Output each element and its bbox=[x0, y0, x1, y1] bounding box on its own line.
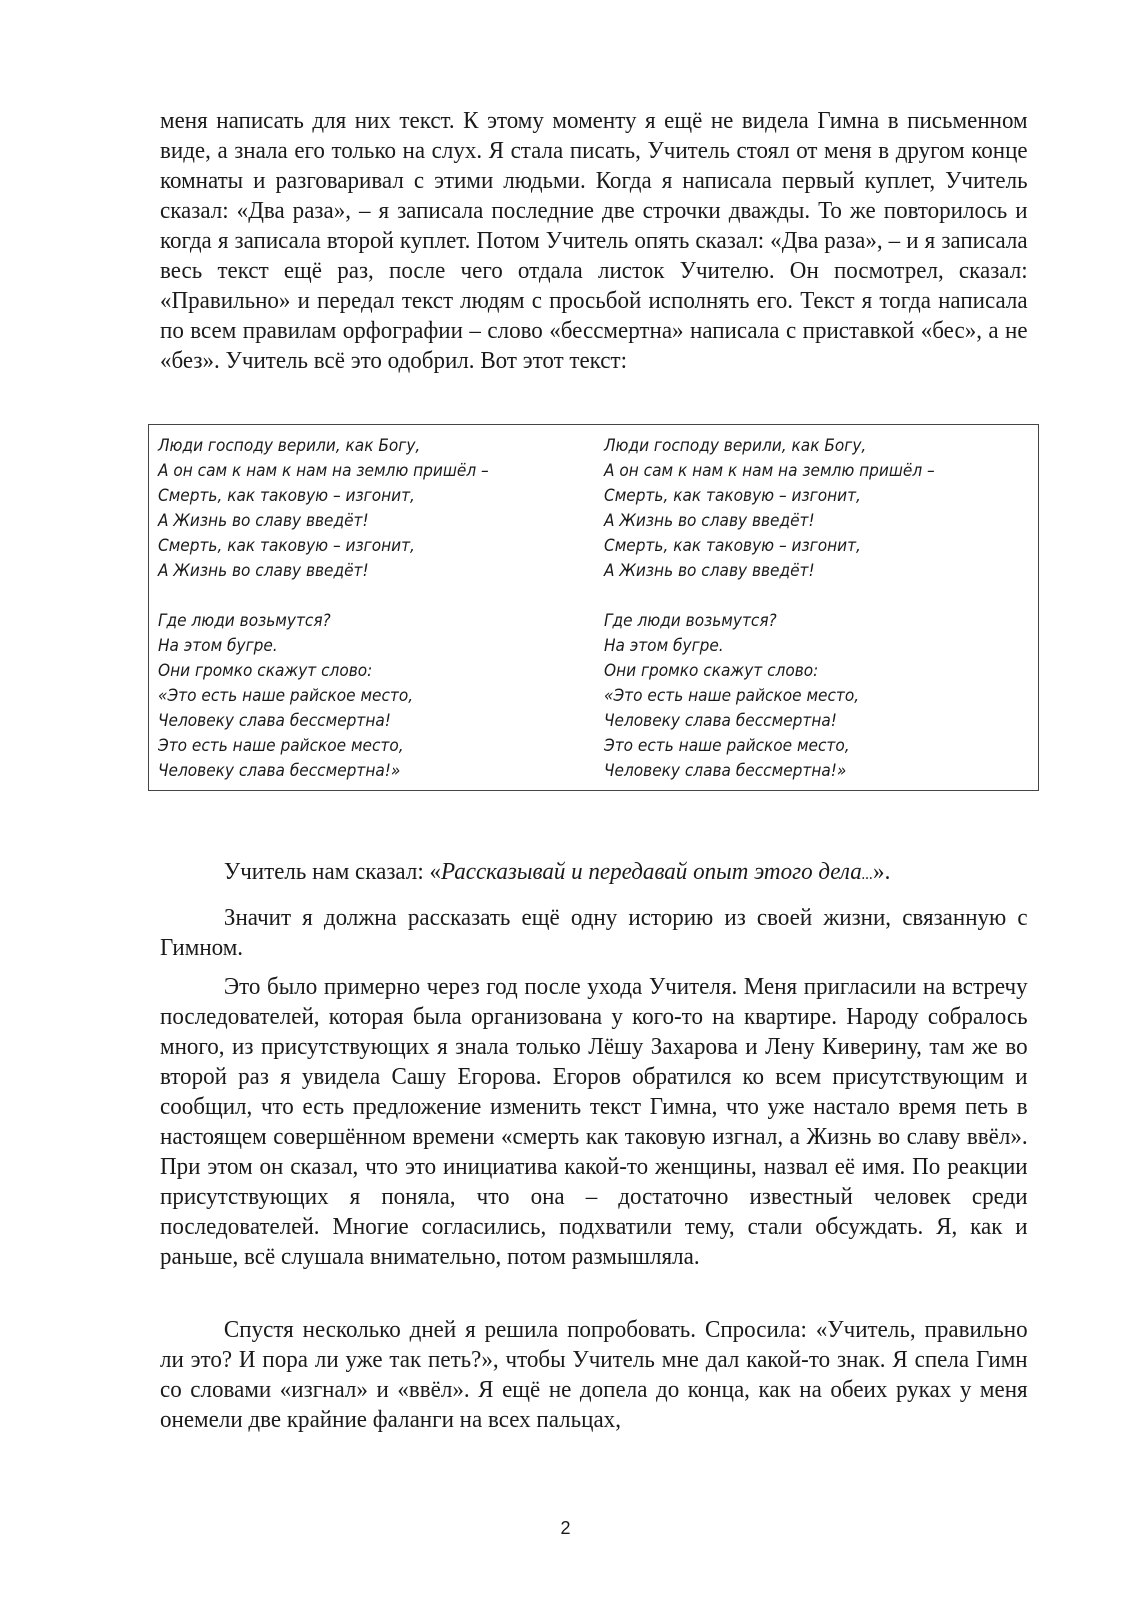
quote-paragraph bbox=[160, 857, 1028, 890]
paragraph-text: Это было примерно через год после ухода Учителя. Меня пригласили на встречу последователей, которая была организована у кого-то на квартире. Народу собралось много, из присутствующих я знала только Лёшу Захарова и Лену Киверину, там же во второй раз я увидела Сашу Егорова. Егоров обратился ко всем присутствующим и сообщил, что есть предложение изменить текст Гимна, что уже настало время петь в настоящем совершённом времени «смерть как таковую изгнал, а Жизнь во славу ввёл». При этом он сказал, что это инициатива какой-то женщины, назвал её имя. По реакции присутствующих я поняла, что она – достаточно известный человек среди последователей. Многие согласились, подхватили тему, стали обсуждать. Я, как и раньше, всё слушала внимательно, потом размышляла. bbox=[160, 973, 1028, 1270]
hymn-text-box bbox=[148, 424, 1039, 791]
hymn-line: Это есть наше райское место, bbox=[158, 736, 404, 755]
hymn-line: Человеку слава бессмертна! bbox=[158, 711, 391, 730]
hymn-line: Смерть, как таковую – изгонит, bbox=[158, 536, 415, 555]
hymn-line: Человеку слава бессмертна! bbox=[604, 711, 837, 730]
hymn-line: А он сам к нам к нам на землю пришёл – bbox=[604, 461, 935, 480]
hymn-line: Они громко скажут слово: bbox=[604, 661, 819, 680]
hymn-line: На этом бугре. bbox=[604, 636, 724, 655]
paragraph-text: Спустя несколько дней я решила попробовать. Спросила: «Учитель, правильно ли это? И пора ли уже так петь?», чтобы Учитель мне дал какой-то знак. Я спела Гимн со словами «изгнал» и «ввёл». Я ещё не допела до конца, как на обеих руках у меня онемели две крайние фаланги на всех пальцах, bbox=[160, 1316, 1028, 1433]
quote-text: Рассказывай и передавай опыт этого дела bbox=[441, 858, 862, 885]
hymn-column-right bbox=[604, 433, 935, 783]
hymn-line: А он сам к нам к нам на землю пришёл – bbox=[158, 461, 489, 480]
stanza-gap bbox=[158, 583, 489, 608]
hymn-line: Человеку слава бессмертна!» bbox=[604, 761, 847, 780]
hymn-line: А Жизнь во славу введёт! bbox=[604, 511, 815, 530]
stanza-gap bbox=[604, 583, 935, 608]
hymn-line: На этом бугре. bbox=[158, 636, 278, 655]
paragraph-4 bbox=[160, 1315, 1028, 1435]
paragraph-text: Значит я должна рассказать ещё одну историю из своей жизни, связанную с Гимном. bbox=[160, 904, 1028, 961]
paragraph-intro bbox=[160, 106, 1028, 376]
paragraph-text: меня написать для них текст. К этому моменту я ещё не видела Гимна в письменном виде, а знала его только на слух. Я стала писать, Учитель стоял от меня в другом конце комнаты и разговаривал с этими людьми. Когда я написала первый куплет, Учитель сказал: «Два раза», – я записала последние две строчки дважды. То же повторилось и когда я записала второй куплет. Потом Учитель опять сказал: «Два раза», – и я записала весь текст ещё раз, после чего отдала листок Учителю. Он посмотрел, сказал: «Правильно» и передал текст людям с просьбой исполнять его. Текст я тогда написала по всем правилам орфографии – слово «бессмертна» написала с приставкой «бес», а не «без». Учитель всё это одобрил. Вот этот текст: bbox=[160, 107, 1028, 374]
hymn-line: Человеку слава бессмертна!» bbox=[158, 761, 401, 780]
hymn-line: Смерть, как таковую – изгонит, bbox=[158, 486, 415, 505]
hymn-line: «Это есть наше райское место, bbox=[158, 686, 414, 705]
hymn-line: Смерть, как таковую – изгонит, bbox=[604, 486, 861, 505]
hymn-line: Где люди возьмутся? bbox=[158, 611, 331, 630]
hymn-line: А Жизнь во славу введёт! bbox=[158, 511, 369, 530]
hymn-column-left bbox=[158, 433, 489, 783]
hymn-line: Где люди возьмутся? bbox=[604, 611, 777, 630]
hymn-line: Люди господу верили, как Богу, bbox=[158, 436, 421, 455]
hymn-line: Смерть, как таковую – изгонит, bbox=[604, 536, 861, 555]
paragraph-3 bbox=[160, 972, 1028, 1272]
teacher-quote bbox=[160, 857, 1028, 890]
quote-intro: Учитель нам сказал: « bbox=[223, 858, 442, 885]
hymn-line: Они громко скажут слово: bbox=[158, 661, 373, 680]
hymn-line: А Жизнь во славу введёт! bbox=[604, 561, 815, 580]
hymn-line: «Это есть наше райское место, bbox=[604, 686, 860, 705]
page-number: 2 bbox=[560, 1518, 571, 1538]
hymn-line: Это есть наше райское место, bbox=[604, 736, 850, 755]
quote-ellipsis: ... bbox=[861, 866, 874, 883]
hymn-line: А Жизнь во славу введёт! bbox=[158, 561, 369, 580]
quote-close: ». bbox=[873, 858, 891, 885]
hymn-line: Люди господу верили, как Богу, bbox=[604, 436, 867, 455]
paragraph-2 bbox=[160, 903, 1028, 963]
